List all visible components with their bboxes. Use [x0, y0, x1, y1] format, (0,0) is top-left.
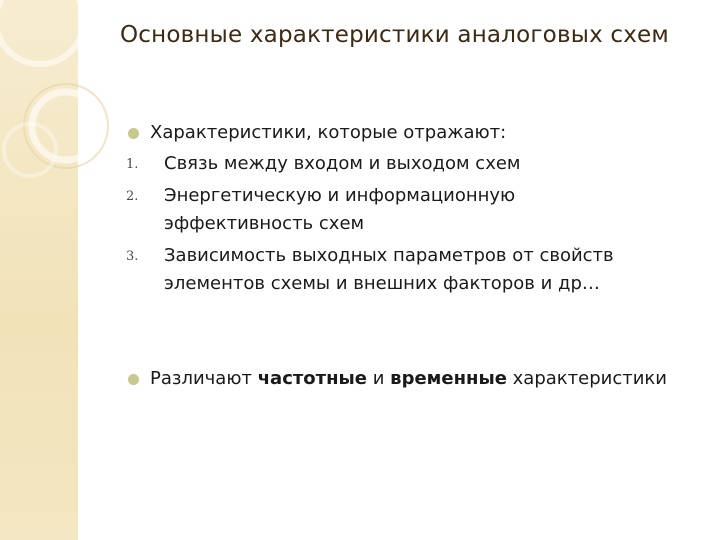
bullet-icon — [128, 374, 139, 385]
item-line: Зависимость выходных параметров от свойств — [164, 245, 614, 266]
bullet-text: Характеристики, которые отражают: — [150, 122, 507, 143]
bullet-item — [128, 120, 708, 146]
bullet2-bold1: частотные — [257, 368, 368, 389]
decorative-rings — [0, 0, 110, 200]
slide-content — [128, 120, 708, 392]
numbered-item-2 — [128, 182, 708, 238]
bullet-icon — [128, 128, 139, 139]
item-line: Связь между входом и выходом схем — [164, 153, 521, 174]
bullet2-pre: Различают — [150, 368, 258, 389]
item-line: Энергетическую и информационную — [164, 185, 516, 206]
bullet2-mid: и — [367, 368, 391, 389]
item-line: эффективность схем — [164, 213, 365, 234]
numbered-item-1 — [128, 150, 708, 178]
numbered-item-3 — [128, 242, 708, 298]
bullet-item — [128, 366, 708, 392]
item-line: элементов схемы и внешних факторов и др… — [164, 273, 600, 294]
spacer — [128, 298, 708, 366]
bullet2-bold2: временные — [390, 368, 507, 389]
item-number: 1. — [126, 157, 139, 172]
item-number: 2. — [126, 189, 139, 204]
slide-title: Основные характеристики аналоговых схем — [120, 22, 669, 48]
item-number: 3. — [126, 249, 139, 264]
bullet2-post: характеристики — [506, 368, 668, 389]
